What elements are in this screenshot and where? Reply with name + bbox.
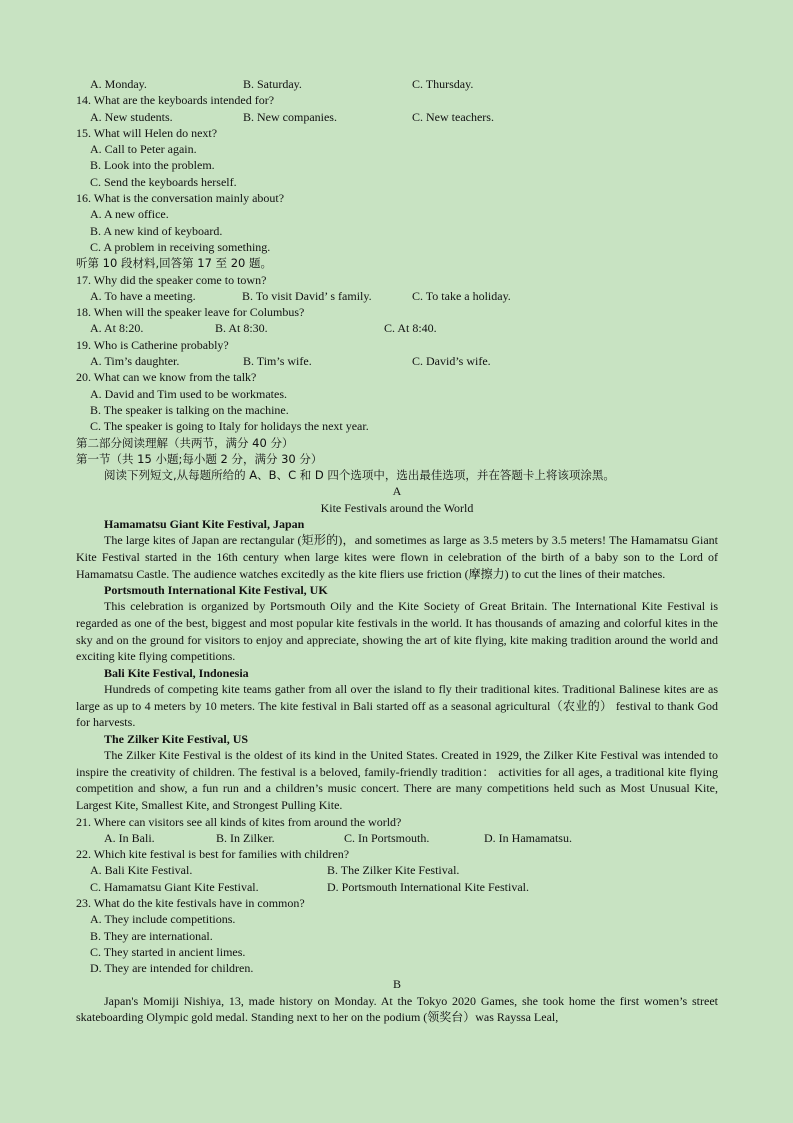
passage-b-letter: B [392,977,401,992]
option-a: A. Monday. [90,77,147,91]
q23-option-b: B. They are international. [90,928,213,943]
q15-option-c: C. Send the keyboards herself. [90,174,237,189]
paragraph-zilker: The Zilker Kite Festival is the oldest of its kind in the United States. Created in 1929, the Zilker Kite Festival was intended to inspire the creativity of children. The festival is a beloved, family-friendly tradition： activities for all ages, a traditional kite flying competition and show, a fun run and a children’s music concert. There are many competitions held such as Most Unusual Kite, Largest Kite, Smallest Kite, and Strongest Pulling Kite. [76,748,718,812]
q16-option-b: B. A new kind of keyboard. [90,223,223,238]
q23-option-c: C. They started in ancient limes. [90,944,246,959]
option-c: C. At 8:40. [384,321,437,336]
option-b: B. New companies. [243,109,337,124]
option-c: C. Thursday. [412,77,474,91]
option-b: B. In Zilker. [216,830,275,845]
option-c: C. New teachers. [412,109,494,124]
option-b: B. Saturday. [243,77,302,91]
option-b: B. The Zilker Kite Festival. [327,863,460,878]
section-10-heading: 听第 10 段材料,回答第 17 至 20 题。 [76,256,272,271]
q23-option-d: D. They are intended for children. [90,961,254,976]
option-b: B. At 8:30. [215,321,268,336]
q22-options-ab [76,862,718,878]
q13-options [76,76,718,92]
paragraph-bali: Hundreds of competing kite teams gather from all over the island to fly their traditional kites. Traditional Balinese kites are as large as up to 4 meters by 10 meters. The kite festival in Bali started off as a seasonal agricultural（农业的） festival to thank God for harvests. [76,682,718,730]
q20-option-c: C. The speaker is going to Italy for holidays the next year. [90,419,369,434]
option-a: A. At 8:20. [90,321,144,336]
q22-options-cd [76,879,718,895]
q21-options [76,830,718,846]
q16-option-a: A. A new office. [90,207,169,222]
option-a: A. To have a meeting. [90,288,196,303]
q18-stem: 18. When will the speaker leave for Columbus? [76,305,305,320]
option-b: B. Tim’s wife. [243,354,312,369]
exam-page [76,76,718,1026]
q16-stem: 16. What is the conversation mainly about? [76,191,285,206]
q17-options [76,288,718,304]
q23-option-a: A. They include competitions. [90,912,236,927]
option-a: A. In Bali. [104,830,155,845]
q16-option-c: C. A problem in receiving something. [90,239,271,254]
option-c: C. To take a holiday. [412,288,511,303]
section-heading-bali: Bali Kite Festival, Indonesia [104,665,249,680]
q15-stem: 15. What will Helen do next? [76,125,218,140]
q22-stem: 22. Which kite festival is best for families with children? [76,847,350,862]
part-2-heading: 第二部分阅读理解（共两节，满分 40 分） [76,435,294,450]
part-2-section-1-heading: 第一节（共 15 小题;每小题 2 分，满分 30 分） [76,451,323,466]
q20-option-a: A. David and Tim used to be workmates. [90,386,287,401]
passage-a-title: Kite Festivals around the World [320,500,474,515]
option-c: C. In Portsmouth. [344,830,430,845]
q14-options [76,109,718,125]
q19-stem: 19. Who is Catherine probably? [76,337,229,352]
q15-option-a: A. Call to Peter again. [90,142,197,157]
option-d: D. In Hamamatsu. [484,830,572,845]
q23-stem: 23. What do the kite festivals have in common? [76,896,305,910]
option-c: C. David’s wife. [412,354,491,369]
section-heading-hamamatsu: Hamamatsu Giant Kite Festival, Japan [104,517,305,532]
q20-option-b: B. The speaker is talking on the machine. [90,402,289,417]
option-a: A. Tim’s daughter. [90,354,180,369]
q20-stem: 20. What can we know from the talk? [76,370,257,385]
option-b: B. To visit David’ s family. [242,288,372,303]
instruction-text: 阅读下列短文,从每题所给的 A、B、C 和 D 四个选项中，选出最佳选项，并在答题卡上将该项涂黑。 [104,468,615,483]
q17-stem: 17. Why did the speaker come to town? [76,272,267,287]
q15-option-b: B. Look into the problem. [90,158,215,173]
option-c: C. Hamamatsu Giant Kite Festival. [90,879,259,894]
paragraph-hamamatsu: The large kites of Japan are rectangular (矩形的)，and sometimes as large as 3.5 meters by 3.5 meters! The Hamamatsu Giant Kite Festival started in the 16th century when large kites were flown in celebration of the birth of a baby son to the Lord of Hamamatsu Castle. The audience watches excitedly as the kite fliers use friction (摩擦力) to cut the lines of their matches. [76,533,718,581]
q18-options [76,320,718,336]
paragraph-passage-b: Japan's Momiji Nishiya, 13, made history on Monday. At the Tokyo 2020 Games, she took home the first women’s street skateboarding Olympic gold medal. Standing next to her on the podium (领奖台）was Rayssa Leal, [76,993,718,1025]
paragraph-portsmouth: This celebration is organized by Portsmouth Oily and the Kite Society of Great Britain. The International Kite Festival is regarded as one of the best, biggest and most popular kite festivals in the world. It has thousands of amazing and colorful kites in the sky and on the ground for visitors to enjoy and appreciate, showing the art of kite flying, kite making tradition around the world and exciting kite flying competitions. [76,599,718,664]
option-a: A. Bali Kite Festival. [90,863,193,878]
passage-a-letter: A [392,484,402,499]
option-a: A. New students. [90,109,173,124]
q19-options [76,353,718,369]
q14-stem: 14. What are the keyboards intended for? [76,93,275,108]
section-heading-zilker: The Zilker Kite Festival, US [104,731,249,746]
option-d: D. Portsmouth International Kite Festival. [327,879,529,894]
q21-stem: 21. Where can visitors see all kinds of kites from around the world? [76,814,402,829]
section-heading-portsmouth: Portsmouth International Kite Festival, UK [104,583,328,598]
